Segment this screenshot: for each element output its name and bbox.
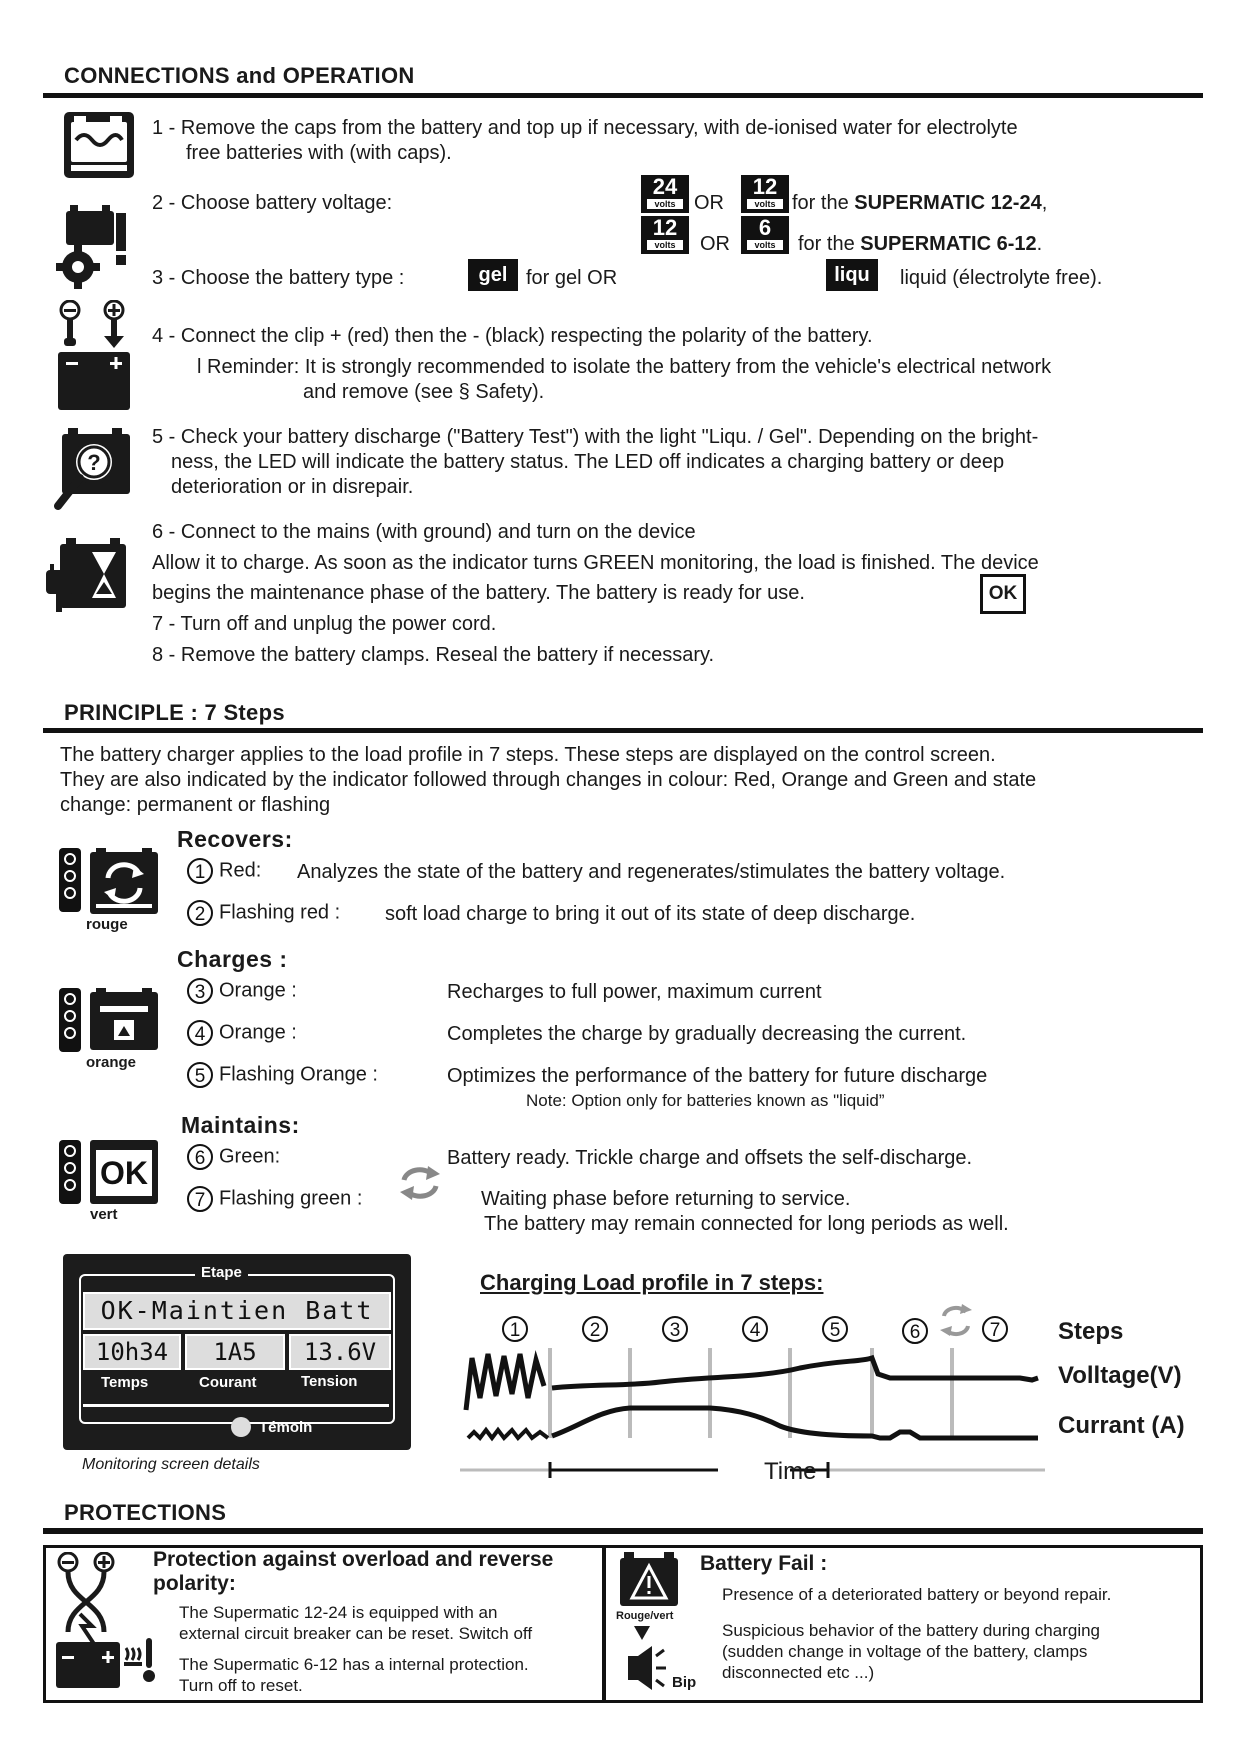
profile-title: Charging Load profile in 7 steps:	[480, 1270, 824, 1295]
battery-fail-text: disconnected etc ...)	[722, 1663, 875, 1682]
step-7-row: 7 Flashing green :	[187, 1186, 362, 1212]
battery-fail-title: Battery Fail :	[700, 1552, 828, 1575]
step-6-row: 6 Green:	[187, 1144, 280, 1170]
orange-label: orange	[86, 1054, 137, 1071]
for-the-text: for the SUPERMATIC 12-24,	[792, 192, 1048, 214]
step-8-text: 8 - Remove the battery clamps. Reseal the battery if necessary.	[152, 644, 715, 666]
traffic-light-icon	[59, 848, 81, 912]
settings-gear-battery-icon	[52, 205, 132, 295]
temoin-label: Témoin	[259, 1419, 313, 1436]
step-number: 1	[187, 858, 213, 884]
step-6-text-cont: Allow it to charge. As soon as the indicator turns GREEN monitoring, the load is finished. The device	[152, 552, 1039, 574]
screen-status-line: OK-Maintien Batt	[83, 1292, 391, 1330]
step-1-description: Analyzes the state of the battery and regenerates/stimulates the battery voltage.	[297, 861, 1006, 883]
vert-label: vert	[90, 1206, 118, 1223]
step-number: 2	[187, 900, 213, 926]
svg-text:?: ?	[87, 450, 101, 475]
screen-divider	[83, 1404, 389, 1407]
screen-caption: Monitoring screen details	[82, 1456, 260, 1473]
traffic-light-icon	[59, 1140, 81, 1204]
cycle-arrows-icon	[396, 1160, 444, 1204]
voltage-24-badge: 24 volts	[641, 175, 689, 213]
charging-battery-icon	[90, 988, 158, 1052]
voltage-pulses	[466, 1354, 544, 1410]
step-number: 6	[187, 1144, 213, 1170]
protection-text: The Supermatic 12-24 is equipped with an	[179, 1603, 498, 1622]
section-title-principle: PRINCIPLE : 7 Steps	[64, 700, 285, 725]
or-text: OR	[694, 192, 724, 214]
step-7-description-cont: The battery may remain connected for long periods as well.	[484, 1213, 1009, 1235]
step-5-text-cont: deterioration or in disrepair.	[171, 476, 414, 498]
battery-fail-text: (sudden change in voltage of the battery, clamps	[722, 1642, 1088, 1661]
step-number: 3	[187, 978, 213, 1004]
battery-fail-text: Presence of a deteriorated battery or beyond repair.	[722, 1585, 1112, 1604]
step-5-text-cont: ness, the LED will indicate the battery status. The LED off indicates a charging battery or deep	[171, 451, 1005, 473]
section-title-connections: CONNECTIONS and OPERATION	[64, 63, 415, 88]
traffic-light-icon	[59, 988, 81, 1052]
gel-badge: gel	[468, 259, 518, 291]
step-number: 5	[187, 1062, 213, 1088]
step-5-description: Optimizes the performance of the battery for future discharge	[447, 1065, 988, 1087]
maintains-heading: Maintains:	[181, 1112, 300, 1138]
profile-step-circle: 5	[822, 1316, 854, 1342]
step-6-text-cont: begins the maintenance phase of the battery. The battery is ready for use.	[152, 582, 805, 604]
reverse-polarity-icon	[52, 1552, 156, 1692]
time-label: Time	[764, 1458, 817, 1485]
for-the-text: for the SUPERMATIC 6-12.	[798, 233, 1043, 255]
step-4-row: 4 Orange :	[187, 1020, 297, 1046]
tension-label: Tension	[301, 1373, 358, 1390]
battery-test-magnifier-icon	[54, 428, 134, 512]
voltage-curve	[552, 1358, 1038, 1388]
step-1-text-cont: free batteries with (with caps).	[186, 142, 452, 164]
step-6-text: 6 - Connect to the mains (with ground) and turn on the device	[152, 521, 696, 543]
step-3-text: 3 - Choose the battery type :	[152, 267, 405, 289]
polarity-clips-icon	[56, 300, 132, 412]
recovery-cycle-icon	[90, 848, 158, 916]
voltage-12-badge: 12 volts	[641, 216, 689, 254]
ok-maintain-icon: OK	[90, 1140, 158, 1204]
section-divider	[43, 1528, 1203, 1534]
courant-label: Courant	[199, 1374, 257, 1391]
step-2-row: 2 Flashing red :	[187, 900, 340, 926]
ok-battery-icon: OK	[980, 574, 1026, 614]
profile-step-circle: 4	[742, 1316, 774, 1342]
rouge-vert-label: Rouge/vert	[616, 1610, 674, 1622]
steps-label: Steps	[1058, 1318, 1124, 1345]
indicator-led	[231, 1417, 251, 1437]
voltage-label: Volltage(V)	[1058, 1362, 1182, 1389]
current-curve	[552, 1408, 1038, 1438]
voltage-12-badge: 12 volts	[741, 175, 789, 213]
current-label: Currant (A)	[1058, 1412, 1185, 1439]
protection-title: Protection against overload and reverse	[153, 1548, 554, 1571]
reminder-text-cont: and remove (see § Safety).	[303, 381, 545, 403]
step-1-row: 1 Red:	[187, 858, 261, 884]
voltage-readout: 13.6V	[289, 1334, 391, 1370]
principle-intro: change: permanent or flashing	[60, 794, 331, 816]
profile-step-circle: 3	[662, 1316, 694, 1342]
etape-label: Etape	[195, 1264, 248, 1281]
or-text: OR	[700, 233, 730, 255]
step-7-description: Waiting phase before returning to service.	[481, 1188, 851, 1210]
step-5-row: 5 Flashing Orange :	[187, 1062, 378, 1088]
bip-label: Bip	[672, 1674, 697, 1691]
voltage-6-badge: 6 volts	[741, 216, 789, 254]
step-7-text: 7 - Turn off and unplug the power cord.	[152, 613, 497, 635]
battery-fail-icon	[616, 1552, 682, 1692]
indicator-arrow	[634, 1626, 650, 1640]
plug-hourglass-icon	[46, 538, 128, 616]
protection-title-cont: polarity:	[153, 1572, 236, 1595]
charges-heading: Charges :	[177, 946, 288, 972]
step-number: 7	[187, 1186, 213, 1212]
gel-text: for gel OR	[526, 267, 618, 289]
rouge-label: rouge	[86, 916, 128, 933]
protection-text: The Supermatic 6-12 has a internal protection.	[179, 1655, 529, 1674]
step-1-text: 1 - Remove the caps from the battery and top up if necessary, with de-ionised water for electrolyte	[152, 117, 1018, 139]
step-2-description: soft load charge to bring it out of its state of deep discharge.	[385, 903, 916, 925]
current-pulses	[468, 1430, 548, 1438]
profile-step-circle: 2	[582, 1316, 614, 1342]
step-4-text: 4 - Connect the clip + (red) then the - (black) respecting the polarity of the battery.	[152, 325, 873, 347]
protection-text: external circuit breaker can be reset. Switch off	[179, 1624, 533, 1643]
step-6-description: Battery ready. Trickle charge and offsets the self-discharge.	[447, 1147, 973, 1169]
monitoring-screen	[63, 1254, 411, 1450]
battery-caps-icon	[62, 110, 136, 180]
reminder-text: l Reminder: It is strongly recommended to isolate the battery from the vehicle's electrical network	[197, 356, 1052, 378]
liquid-text: liquid (électrolyte free).	[900, 267, 1103, 289]
profile-step-circle: 6	[902, 1318, 934, 1344]
time-readout: 10h34	[83, 1334, 181, 1370]
temps-label: Temps	[101, 1374, 149, 1391]
liquid-badge: liqu	[826, 259, 878, 291]
battery-fail-text: Suspicious behavior of the battery during charging	[722, 1621, 1101, 1640]
principle-intro: They are also indicated by the indicator followed through changes in colour: Red, Orange and Green and state	[60, 769, 1037, 791]
protection-text: Turn off to reset.	[179, 1676, 303, 1695]
step-3-row: 3 Orange :	[187, 978, 297, 1004]
section-divider	[43, 93, 1203, 98]
step-5-text: 5 - Check your battery discharge ("Battery Test") with the light "Liqu. / Gel". Depending on the bright-	[152, 426, 1039, 448]
speaker-icon	[628, 1656, 638, 1680]
step-3-description: Recharges to full power, maximum current	[447, 981, 822, 1003]
principle-intro: The battery charger applies to the load profile in 7 steps. These steps are displayed on the control screen.	[60, 744, 996, 766]
profile-step-circle: 1	[502, 1316, 534, 1342]
step-number: 4	[187, 1020, 213, 1046]
recovers-heading: Recovers:	[177, 826, 293, 852]
step-5-note: Note: Option only for batteries known as "liquid”	[526, 1091, 885, 1110]
step-4-description: Completes the charge by gradually decreasing the current.	[447, 1023, 967, 1045]
profile-step-circle: 7	[982, 1316, 1014, 1342]
section-title-protections: PROTECTIONS	[64, 1500, 227, 1525]
section-divider	[43, 728, 1203, 733]
step-2-text: 2 - Choose battery voltage:	[152, 192, 393, 214]
current-readout: 1A5	[185, 1334, 285, 1370]
